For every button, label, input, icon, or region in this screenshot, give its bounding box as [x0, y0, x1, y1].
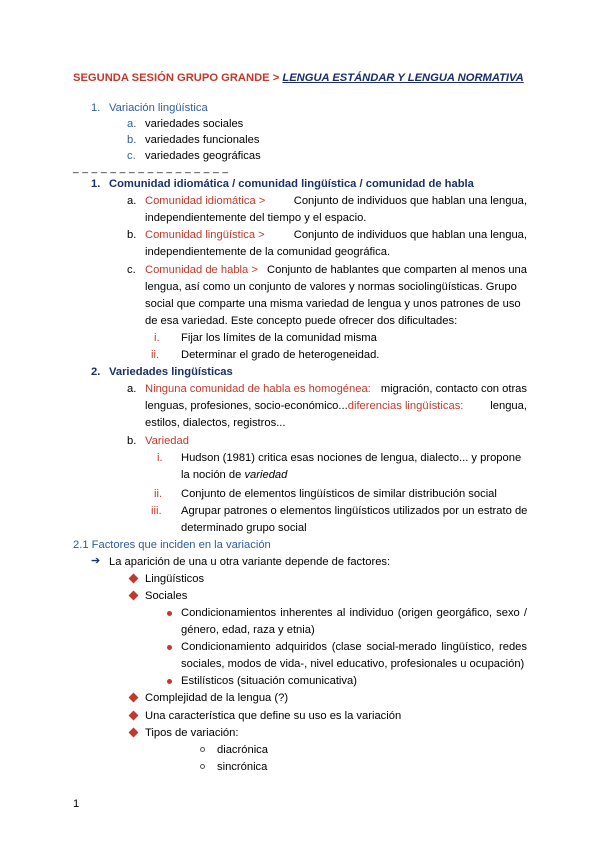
- arrow-icon: ➔: [91, 555, 101, 567]
- term: diferencias lingüísticas:: [347, 400, 464, 412]
- roman-marker: i.: [157, 452, 163, 464]
- term: Variedad: [145, 435, 189, 447]
- definition-text: Conjunto de hablantes que comparten al menos una: [267, 264, 527, 276]
- variation-type: diacrónica: [217, 744, 268, 756]
- title-subject: LENGUA ESTÁNDAR Y LENGUA NORMATIVA: [282, 72, 524, 84]
- term: Comunidad de habla >: [145, 264, 258, 276]
- roman-marker: ii.: [151, 349, 160, 361]
- dot-bullet-icon: [167, 679, 172, 684]
- definition-line: [145, 262, 527, 279]
- sub-item: Agrupar patrones o elementos lingüísticos utilizados por un estrato de: [181, 505, 528, 517]
- list-marker: c.: [127, 264, 136, 276]
- page-title: [73, 70, 524, 87]
- factor-item: Lingüísticos: [145, 573, 205, 585]
- diamond-bullet-icon: [129, 591, 139, 601]
- social-factor-text: Condicionamiento adquiridos (clase social-merado lingüístico, redes: [181, 641, 527, 653]
- variety-line: [145, 398, 527, 415]
- roman-marker: ii.: [154, 488, 163, 500]
- definition-line: [145, 193, 527, 210]
- definition-text: Conjunto de individuos que hablan una lengua,: [293, 229, 527, 241]
- term: Ninguna comunidad de habla es homogénea:: [145, 383, 371, 395]
- list-marker: a.: [127, 195, 137, 207]
- arrow-text: La aparición de una u otra variante depende de factores:: [109, 556, 391, 568]
- variety-text: migración, contacto con otras: [380, 383, 527, 395]
- sub-item: determinado grupo social: [181, 522, 307, 534]
- factor-item: Sociales: [145, 590, 188, 602]
- definition-text: independientemente de la comunidad geográfica.: [145, 246, 391, 258]
- social-factor-text: género, edad, raza y etnia): [181, 624, 315, 636]
- outline-item: variedades sociales: [145, 118, 244, 130]
- definition-text: lengua, así como un conjunto de valores y normas sociolingüísticas. Grupo: [145, 281, 517, 293]
- outline-marker: b.: [127, 134, 137, 146]
- subsection-heading: 2.1 Factores que inciden en la variación: [73, 539, 271, 551]
- dashed-separator: _ _ _ _ _ _ _ _ _ _ _ _ _ _ _ _ _: [73, 163, 229, 174]
- outline-marker: a.: [127, 118, 137, 130]
- variety-text: lenguas, profesiones, socio-económico...: [145, 400, 348, 412]
- italic-term: variedad: [244, 469, 288, 481]
- outline-item: variedades funcionales: [145, 134, 260, 146]
- definition-text: social que comparte una misma variedad de lengua y unos patrones de uso: [145, 298, 521, 310]
- outline-heading: Variación lingüística: [109, 102, 208, 114]
- circle-bullet-icon: [200, 747, 205, 752]
- outline-marker: c.: [127, 150, 136, 162]
- variation-type: sincrónica: [217, 761, 268, 773]
- outline-item: variedades geográficas: [145, 150, 261, 162]
- section1-heading: Comunidad idiomática / comunidad lingüística / comunidad de habla: [109, 178, 474, 190]
- page-number: 1: [73, 798, 80, 810]
- roman-marker: i.: [154, 332, 160, 344]
- variety-text: estilos, dialectos, registros...: [145, 417, 286, 429]
- sub-item-text: la noción de: [181, 469, 242, 481]
- definition-text: independientemente del tiempo y el espacio.: [145, 212, 367, 224]
- term: Comunidad lingüística >: [145, 229, 265, 241]
- social-factor-text: Estilísticos (situación comunicativa): [181, 675, 357, 687]
- sub-item: [181, 467, 287, 484]
- sub-item: Conjunto de elementos lingüísticos de similar distribución social: [181, 488, 497, 500]
- factor-item: Complejidad de la lengua (?): [145, 692, 289, 704]
- sub-item: Determinar el grado de heterogeneidad.: [181, 349, 380, 361]
- term: Comunidad idiomática >: [145, 195, 266, 207]
- dot-bullet-icon: [167, 611, 172, 616]
- section2-heading: Variedades lingüísticas: [109, 366, 233, 378]
- list-marker: b.: [127, 435, 137, 447]
- section2-number: 2.: [91, 366, 101, 378]
- title-prefix: SEGUNDA SESIÓN GRUPO GRANDE >: [73, 72, 283, 84]
- factor-item: Tipos de variación:: [145, 727, 239, 739]
- diamond-bullet-icon: [129, 728, 139, 738]
- definition-text: de esa variedad. Este concepto puede ofrecer dos dificultades:: [145, 315, 458, 327]
- definition-text: Conjunto de individuos que hablan una lengua,: [293, 195, 527, 207]
- sub-item: Fijar los límites de la comunidad misma: [181, 332, 377, 344]
- dot-bullet-icon: [167, 645, 172, 650]
- section1-number: 1.: [91, 178, 101, 190]
- diamond-bullet-icon: [129, 693, 139, 703]
- list-marker: b.: [127, 229, 137, 241]
- diamond-bullet-icon: [129, 711, 139, 721]
- factor-item: Una característica que define su uso es la variación: [145, 710, 402, 722]
- social-factor-text: sociales, modos de vida-, nivel educativo, profesionales u ocupación): [181, 658, 525, 670]
- circle-bullet-icon: [200, 764, 205, 769]
- diamond-bullet-icon: [129, 574, 139, 584]
- roman-marker: iii.: [151, 505, 162, 517]
- sub-item: Hudson (1981) critica esas nociones de lengua, dialecto... y propone: [181, 452, 522, 464]
- variety-line: [145, 381, 527, 398]
- outline-number: 1.: [91, 102, 101, 114]
- definition-line: [145, 227, 527, 244]
- list-marker: a.: [127, 383, 137, 395]
- social-factor-text: Condicionamientos inherentes al individuo (origen georgáfico, sexo /: [181, 607, 527, 619]
- variety-text: lengua,: [490, 400, 527, 412]
